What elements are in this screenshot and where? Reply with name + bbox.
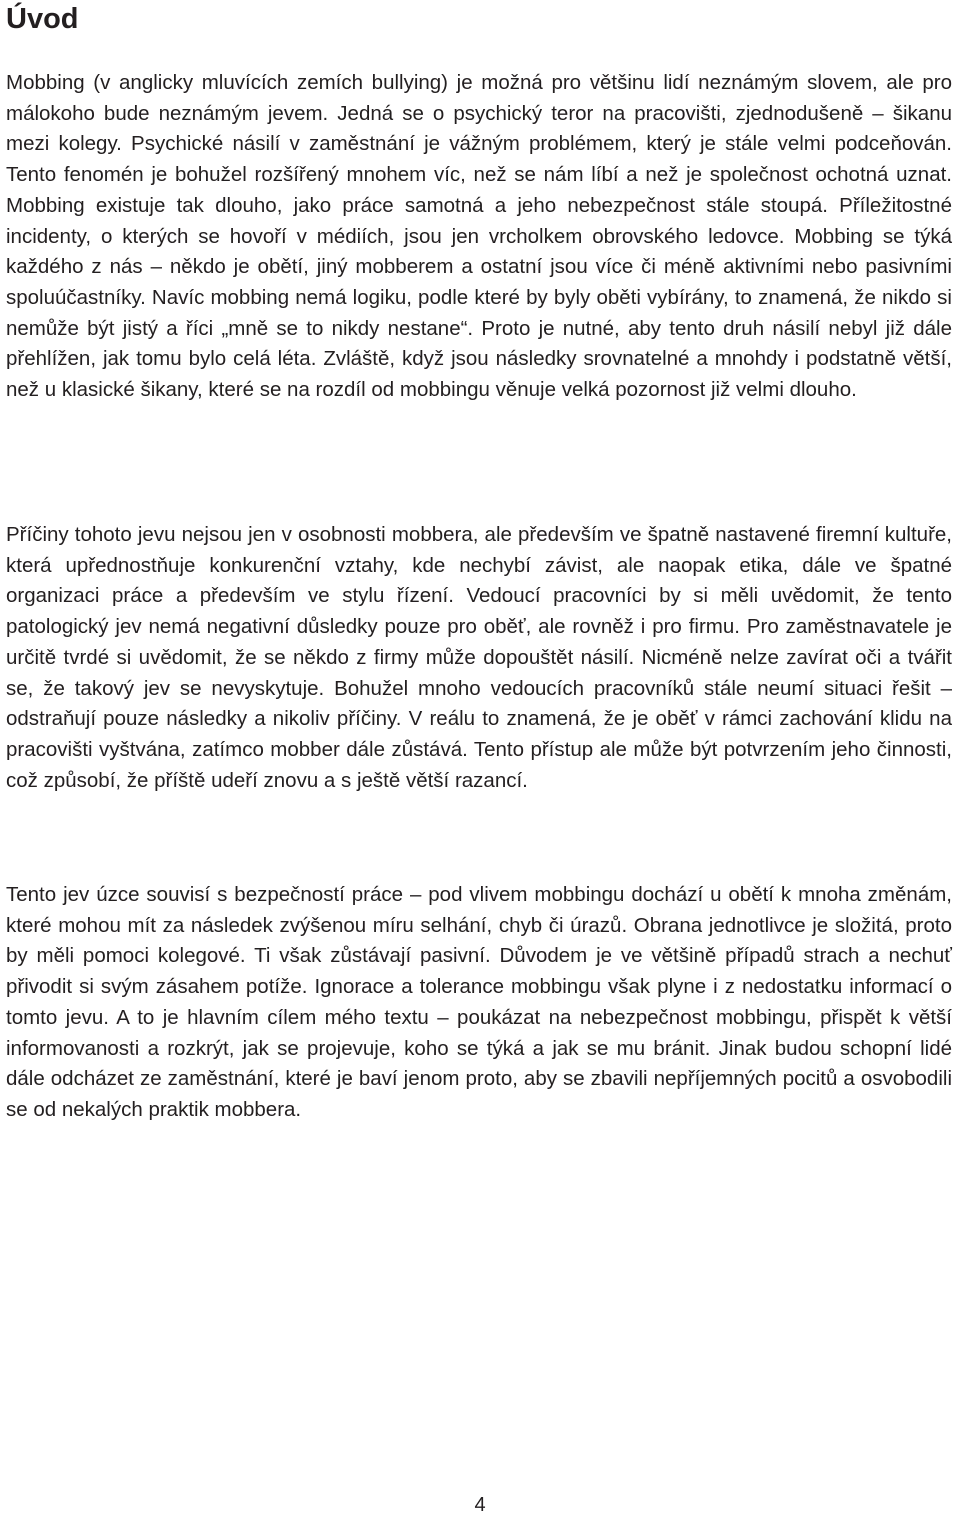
- paragraph-safety: Tento jev úzce souvisí s bezpečností práce – pod vlivem mobbingu dochází u obětí k mnoha změnám, které mohou mít za následek zvýšenou míru selhání, chyb či úrazů. Obrana jednotlivce je složitá, proto by měli pomoci kolegové. Ti však zůstávají pasivní. Důvodem je ve většině případů strach a nechuť přivodit si svým zásahem potíže. Ignorace a tolerance mobbingu však plyne i z nedostatku informací o tomto jevu. A to je hlavním cílem mého textu – poukázat na nebezpečnost mobbingu, přispět k větší informovanosti a rozkrýt, jak se projevuje, koho se týká a jak se mu bránit. Jinak budou schopní lidé dále odcházet ze zaměstnání, které je baví jenom proto, aby se zbavili nepříjemných pocitů a osvobodili se od nekalých praktik mobbera.: [6, 883, 952, 1121]
- paragraph-causes: Příčiny tohoto jevu nejsou jen v osobnosti mobbera, ale především ve špatně nastavené firemní kultuře, která upřednostňuje konkurenční vztahy, kde nechybí závist, ale naopak etika, dále ve špatné organizaci práce a především ve stylu řízení. Vedoucí pracovníci by si měli uvědomit, že tento patologický jev nemá negativní důsledky pouze pro oběť, ale rovněž i pro firmu. Pro zaměstnavatele je určitě tvrdé si uvědomit, že se někdo z firmy může dopouštět násilí. Nicméně nelze zavírat oči a tvářit se, že takový jev se nevyskytuje. Bohužel mnoho vedoucích pracovníků stále neumí situaci řešit – odstraňují pouze následky a nikoliv příčiny. V reálu to znamená, že je oběť v rámci zachování klidu na pracovišti vyštvána, zatímco mobber dále zůstává. Tento přístup ale může být potvrzením jeho činnosti, což způsobí, že příště udeří znovu a s ještě větší razancí.: [6, 523, 952, 792]
- paragraph-intro: Mobbing (v anglicky mluvících zemích bullying) je možná pro většinu lidí neznámým slovem, ale pro málokoho bude neznámým jevem. Jedná se o psychický teror na pracovišti, zjednodušeně – šikanu mezi kolegy. Psychické násilí v zaměstnání je vážným problémem, který je stále velmi podceňován. Tento fenomén je bohužel rozšířený mnohem víc, než se nám líbí a než je společnost ochotná uznat. Mobbing existuje tak dlouho, jako práce samotná a jeho nebezpečnost stále stoupá. Příležitostné incidenty, o kterých se hovoří v médiích, jsou jen vrcholkem obrovského ledovce. Mobbing se týká každého z nás – někdo je obětí, jiný mobberem a ostatní jsou více či méně aktivními nebo pasivními spoluúčastníky. Navíc mobbing nemá logiku, podle které by byly oběti vybírány, to znamená, že nikdo si nemůže být jistý a říci „mně se to nikdy nestane“. Proto je nutné, aby tento druh násilí nebyl již dále přehlížen, jak tomu bylo celá léta. Zvláště, když jsou následky srovnatelné a mnohdy i podstatně větší, než u klasické šikany, které se na rozdíl od mobbingu věnuje velká pozornost již velmi dlouho.: [6, 71, 952, 402]
- page-title: Úvod: [6, 3, 79, 35]
- page-number: 4: [474, 1494, 486, 1516]
